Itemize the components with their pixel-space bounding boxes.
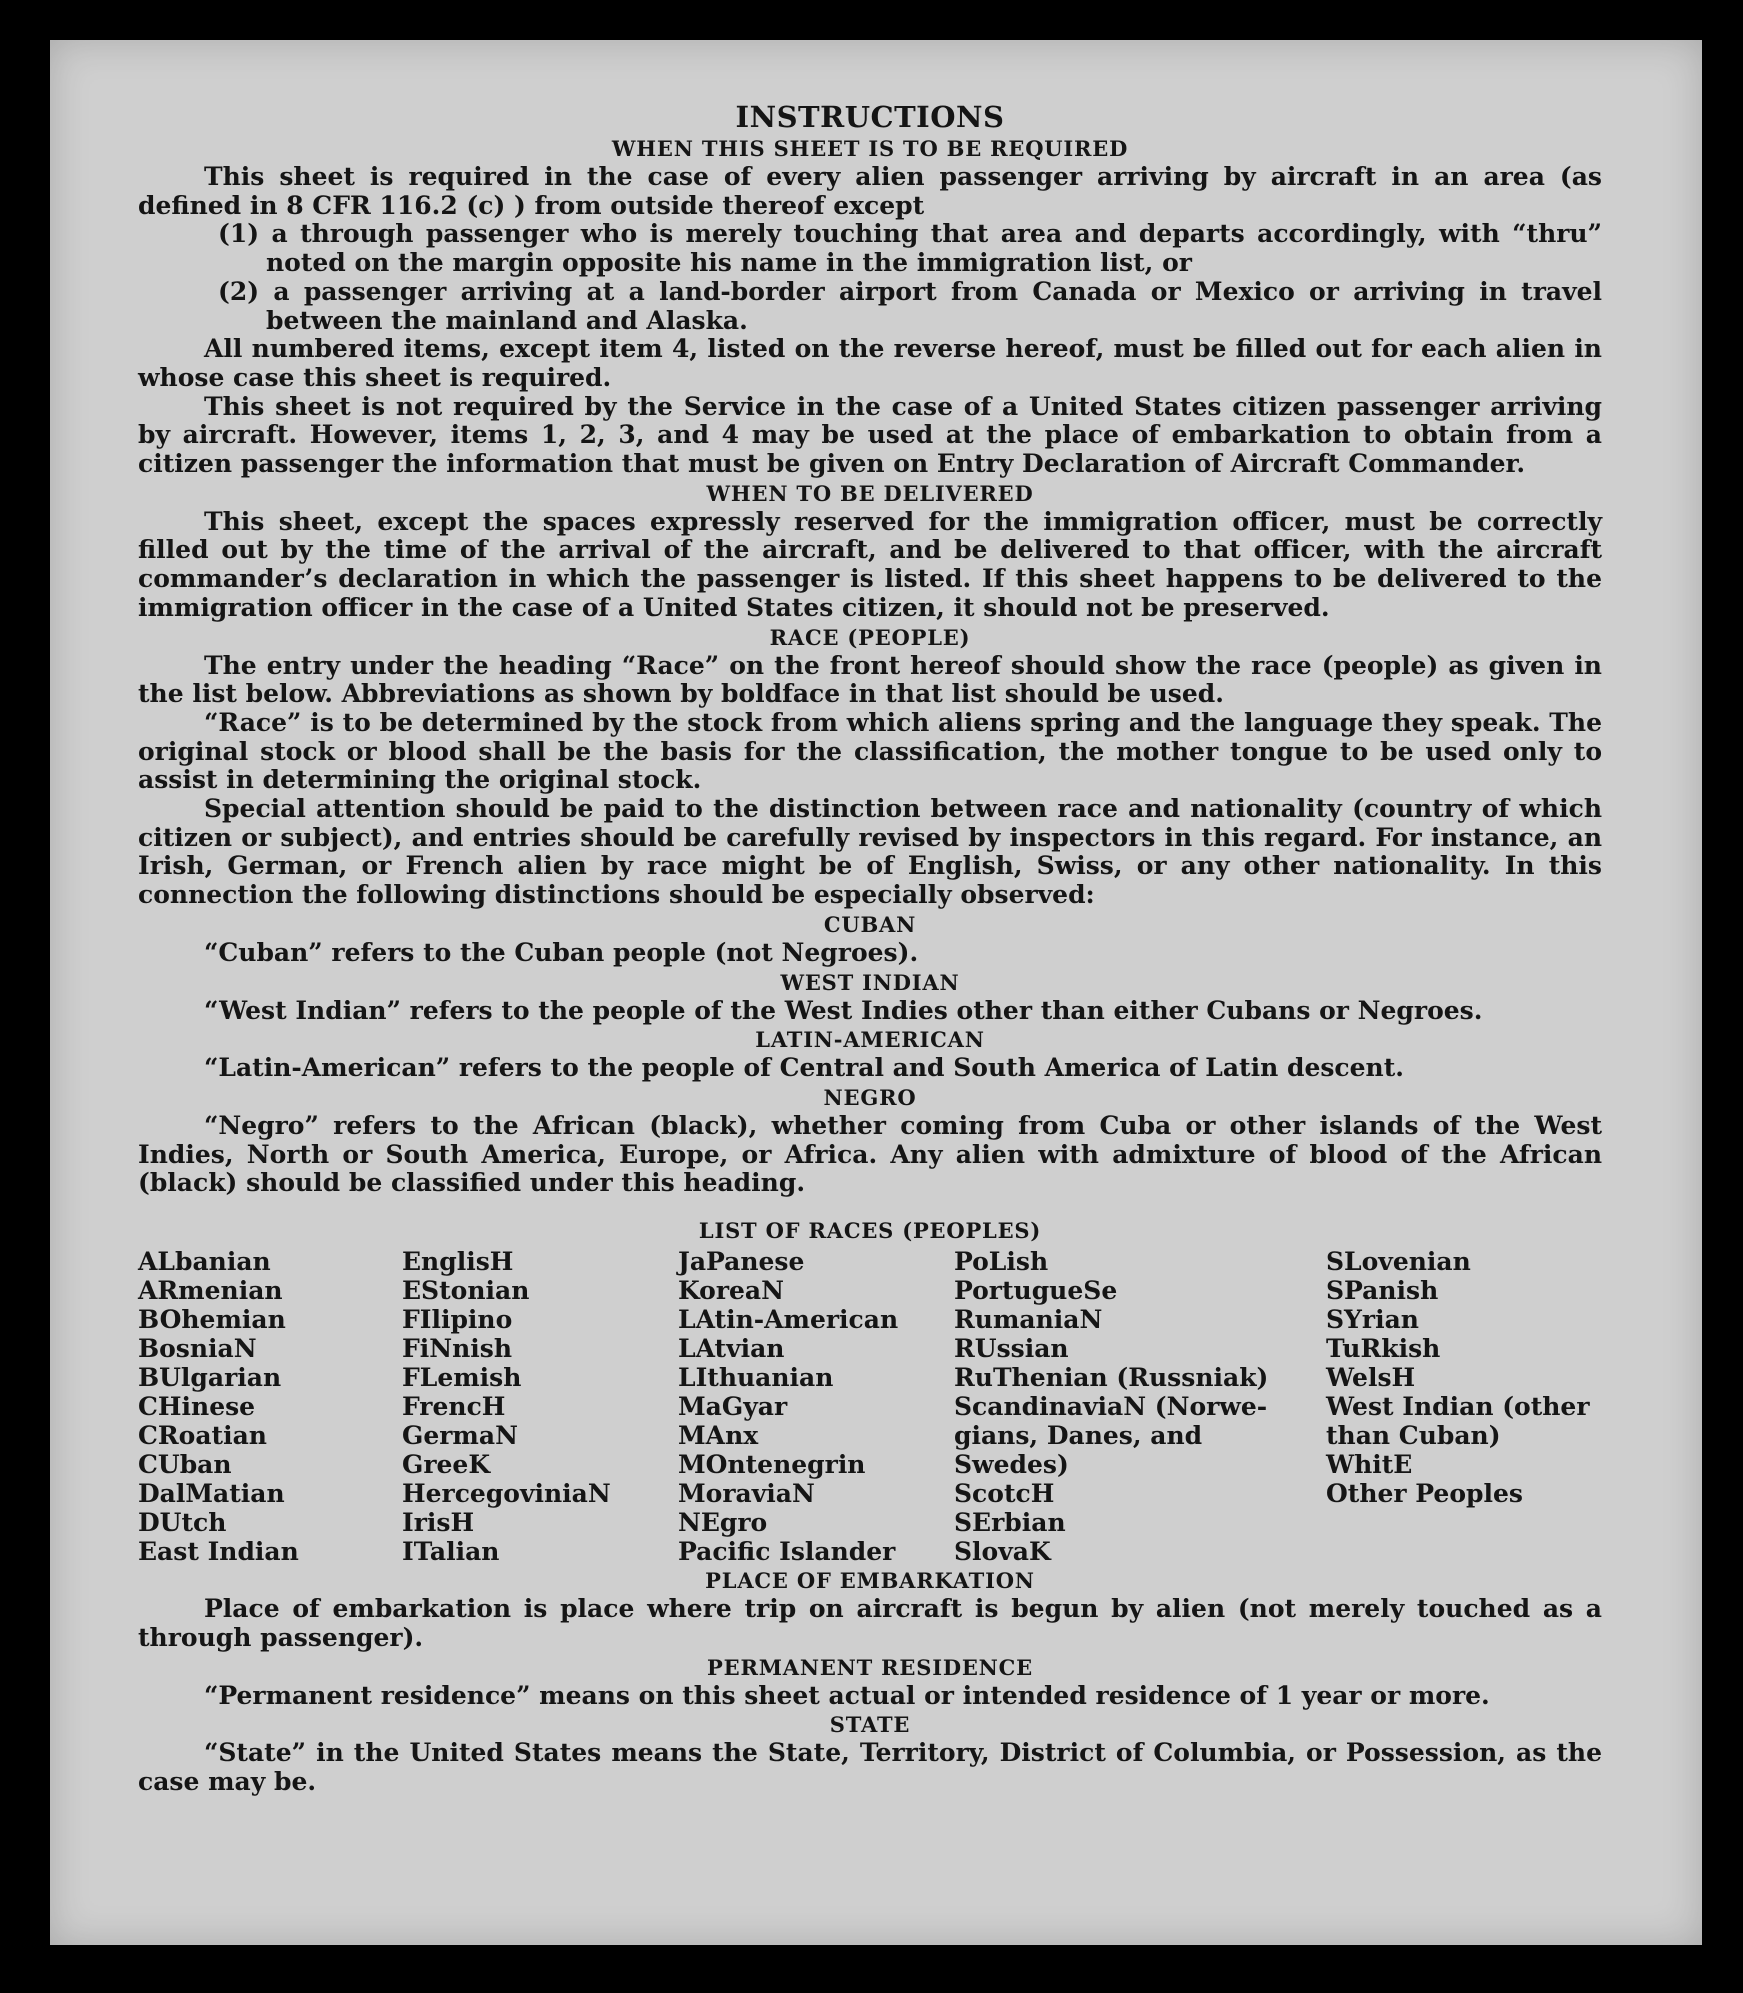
race-column-5 bbox=[1326, 1247, 1602, 1566]
race-entry: PoLish bbox=[954, 1247, 1049, 1277]
race-entry: MaGyar bbox=[678, 1392, 788, 1422]
race-entry: FiNnish bbox=[402, 1334, 513, 1364]
paragraph: This sheet, except the spaces expressly reserved for the immigration officer, must be correctly filled out by the time of the arrival of the aircraft, and be delivered to that officer, with the aircraft commander’s declaration in which the passenger is listed. If this sheet happens to be delivered to the immigration officer in the case of a United States citizen, it should not be preserved. bbox=[138, 506, 1602, 622]
race-entry: BosniaN bbox=[138, 1334, 257, 1364]
race-entry: ARmenian bbox=[138, 1276, 283, 1306]
race-entry: DUtch bbox=[138, 1508, 227, 1538]
heading-embarkation: PLACE OF EMBARKATION bbox=[705, 1568, 1035, 1594]
paragraph: “Latin-American” refers to the people of Central and South America of Latin descent. bbox=[204, 1053, 1404, 1083]
heading-list-of-races: LIST OF RACES (PEOPLES) bbox=[698, 1218, 1042, 1244]
heading-cuban: CUBAN bbox=[823, 911, 917, 937]
race-column-3 bbox=[678, 1247, 954, 1566]
race-entry: CRoatian bbox=[138, 1421, 267, 1451]
race-entry: CUban bbox=[138, 1450, 232, 1480]
race-entry: Swedes) bbox=[954, 1450, 1069, 1480]
race-entry: LAtin-American bbox=[678, 1305, 899, 1335]
race-entry: IrisH bbox=[402, 1508, 475, 1538]
exception-item-2: (2) a passenger arriving at a land-border airport from Canada or Mexico or arriving in travel between the mainland and Alaska. bbox=[218, 276, 1602, 335]
race-entry: WhitE bbox=[1326, 1450, 1413, 1480]
paragraph: “State” in the United States means the State, Territory, District of Columbia, or Possession, as the case may be. bbox=[138, 1738, 1602, 1796]
race-entry: TuRkish bbox=[1326, 1334, 1441, 1364]
race-entry: EnglisH bbox=[402, 1247, 514, 1277]
paragraph: The entry under the heading “Race” on the front hereof should show the race (people) as given in the list below. Abbreviations as shown by boldface in that list should be used. bbox=[138, 650, 1602, 709]
heading-state: STATE bbox=[829, 1712, 911, 1738]
race-entry: BOhemian bbox=[138, 1305, 286, 1335]
race-entry: CHinese bbox=[138, 1392, 256, 1422]
race-entry: FLemish bbox=[402, 1363, 522, 1393]
race-entry: DalMatian bbox=[138, 1479, 285, 1509]
race-entry: JaPanese bbox=[678, 1247, 805, 1277]
paragraph: Place of embarkation is place where trip on aircraft is begun by alien (not merely touched as a through passenger). bbox=[138, 1594, 1602, 1652]
race-entry: ScotcH bbox=[954, 1479, 1055, 1509]
paragraph: “Permanent residence” means on this sheet actual or intended residence of 1 year or more. bbox=[204, 1680, 1490, 1710]
race-entry: ITalian bbox=[402, 1537, 500, 1567]
race-entry: EStonian bbox=[402, 1276, 530, 1306]
race-entry: KoreaN bbox=[678, 1276, 784, 1306]
paragraph: This sheet is not required by the Service in the case of a United States citizen passenger arriving by aircraft. However, items 1, 2, 3, and 4 may be used at the place of embarkation to obtain from a citizen passenger the information that must be given on Entry Declaration of Aircraft Commander. bbox=[138, 391, 1602, 479]
heading-latin-american: LATIN-AMERICAN bbox=[755, 1027, 985, 1053]
race-entry: LIthuanian bbox=[678, 1363, 834, 1393]
heading-west-indian: WEST INDIAN bbox=[780, 969, 960, 995]
race-entry: SPanish bbox=[1326, 1276, 1439, 1306]
race-entry: East Indian bbox=[138, 1537, 299, 1567]
race-entry: ScandinaviaN (Norwe- bbox=[954, 1392, 1268, 1422]
paragraph: “Negro” refers to the African (black), whether coming from Cuba or other islands of the West Indies, North or South America, Europe, or Africa. Any alien with admixture of blood of the African (black) should be classified under this heading. bbox=[138, 1110, 1602, 1198]
paragraph: This sheet is required in the case of every alien passenger arriving by aircraft in an area (as defined in 8 CFR 116.2 (c) ) from outside thereof except bbox=[138, 162, 1602, 220]
race-entry: SlovaK bbox=[954, 1537, 1051, 1567]
race-entry: NEgro bbox=[678, 1508, 768, 1538]
heading-negro: NEGRO bbox=[823, 1084, 917, 1110]
race-entry: MOntenegrin bbox=[678, 1450, 866, 1480]
race-entry: gians, Danes, and bbox=[954, 1421, 1203, 1451]
page-title: INSTRUCTIONS bbox=[735, 100, 1005, 134]
race-entry: WelsH bbox=[1326, 1363, 1416, 1393]
paragraph: “Cuban” refers to the Cuban people (not Negroes). bbox=[204, 937, 919, 967]
race-entry: FrencH bbox=[402, 1392, 506, 1422]
heading-race: RACE (PEOPLE) bbox=[769, 624, 971, 650]
exception-item-1: (1) a through passenger who is merely touching that area and departs accordingly, with “thru” noted on the margin opposite his name in the immigration list, or bbox=[218, 219, 1602, 278]
heading-permanent-residence: PERMANENT RESIDENCE bbox=[707, 1654, 1033, 1680]
race-entry: SErbian bbox=[954, 1508, 1066, 1538]
paragraph: “West Indian” refers to the people of the West Indies other than either Cubans or Negroes. bbox=[204, 995, 1483, 1025]
race-entry: Pacific Islander bbox=[678, 1537, 896, 1567]
race-entry: GermaN bbox=[402, 1421, 518, 1451]
race-entry: SYrian bbox=[1326, 1305, 1419, 1335]
race-column-1 bbox=[138, 1247, 402, 1566]
race-entry: LAtvian bbox=[678, 1334, 785, 1364]
race-entry: RuThenian (Russniak) bbox=[954, 1363, 1269, 1393]
race-entry: BUlgarian bbox=[138, 1363, 282, 1393]
race-entry: MoraviaN bbox=[678, 1479, 815, 1509]
race-list bbox=[138, 1247, 1602, 1566]
paragraph: All numbered items, except item 4, listed on the reverse hereof, must be filled out for each alien in whose case this sheet is required. bbox=[138, 334, 1602, 392]
heading-when-delivered: WHEN TO BE DELIVERED bbox=[706, 480, 1034, 506]
paragraph: Special attention should be paid to the distinction between race and nationality (country of which citizen or subject), and entries should be carefully revised by inspectors in this regard. For instance, an Irish, German, or French alien by race might be of English, Swiss, or any other nationality. In this connection the following distinctions should be especially observed: bbox=[138, 794, 1602, 910]
race-entry: PortugueSe bbox=[954, 1276, 1118, 1306]
race-entry: GreeK bbox=[402, 1450, 491, 1480]
race-entry: RUssian bbox=[954, 1334, 1069, 1364]
spacer bbox=[138, 1198, 1602, 1216]
paragraph: “Race” is to be determined by the stock from which aliens spring and the language they speak. The original stock or blood shall be the basis for the classification, the mother tongue to be used only to assist in determining the original stock. bbox=[138, 707, 1602, 795]
heading-when-required: WHEN THIS SHEET IS TO BE REQUIRED bbox=[611, 136, 1129, 161]
race-entry: FIlipino bbox=[402, 1305, 513, 1335]
race-entry: MAnx bbox=[678, 1421, 759, 1451]
race-entry: than Cuban) bbox=[1326, 1421, 1501, 1451]
race-entry: ALbanian bbox=[138, 1247, 271, 1277]
race-entry: SLovenian bbox=[1326, 1247, 1471, 1277]
race-entry: West Indian (other bbox=[1326, 1392, 1590, 1422]
race-entry: RumaniaN bbox=[954, 1305, 1103, 1335]
race-entry: Other Peoples bbox=[1326, 1479, 1523, 1509]
instructions-page bbox=[50, 40, 1702, 1945]
race-entry: HercegoviniaN bbox=[402, 1479, 611, 1509]
race-column-2 bbox=[402, 1247, 678, 1566]
race-column-4 bbox=[954, 1247, 1326, 1566]
